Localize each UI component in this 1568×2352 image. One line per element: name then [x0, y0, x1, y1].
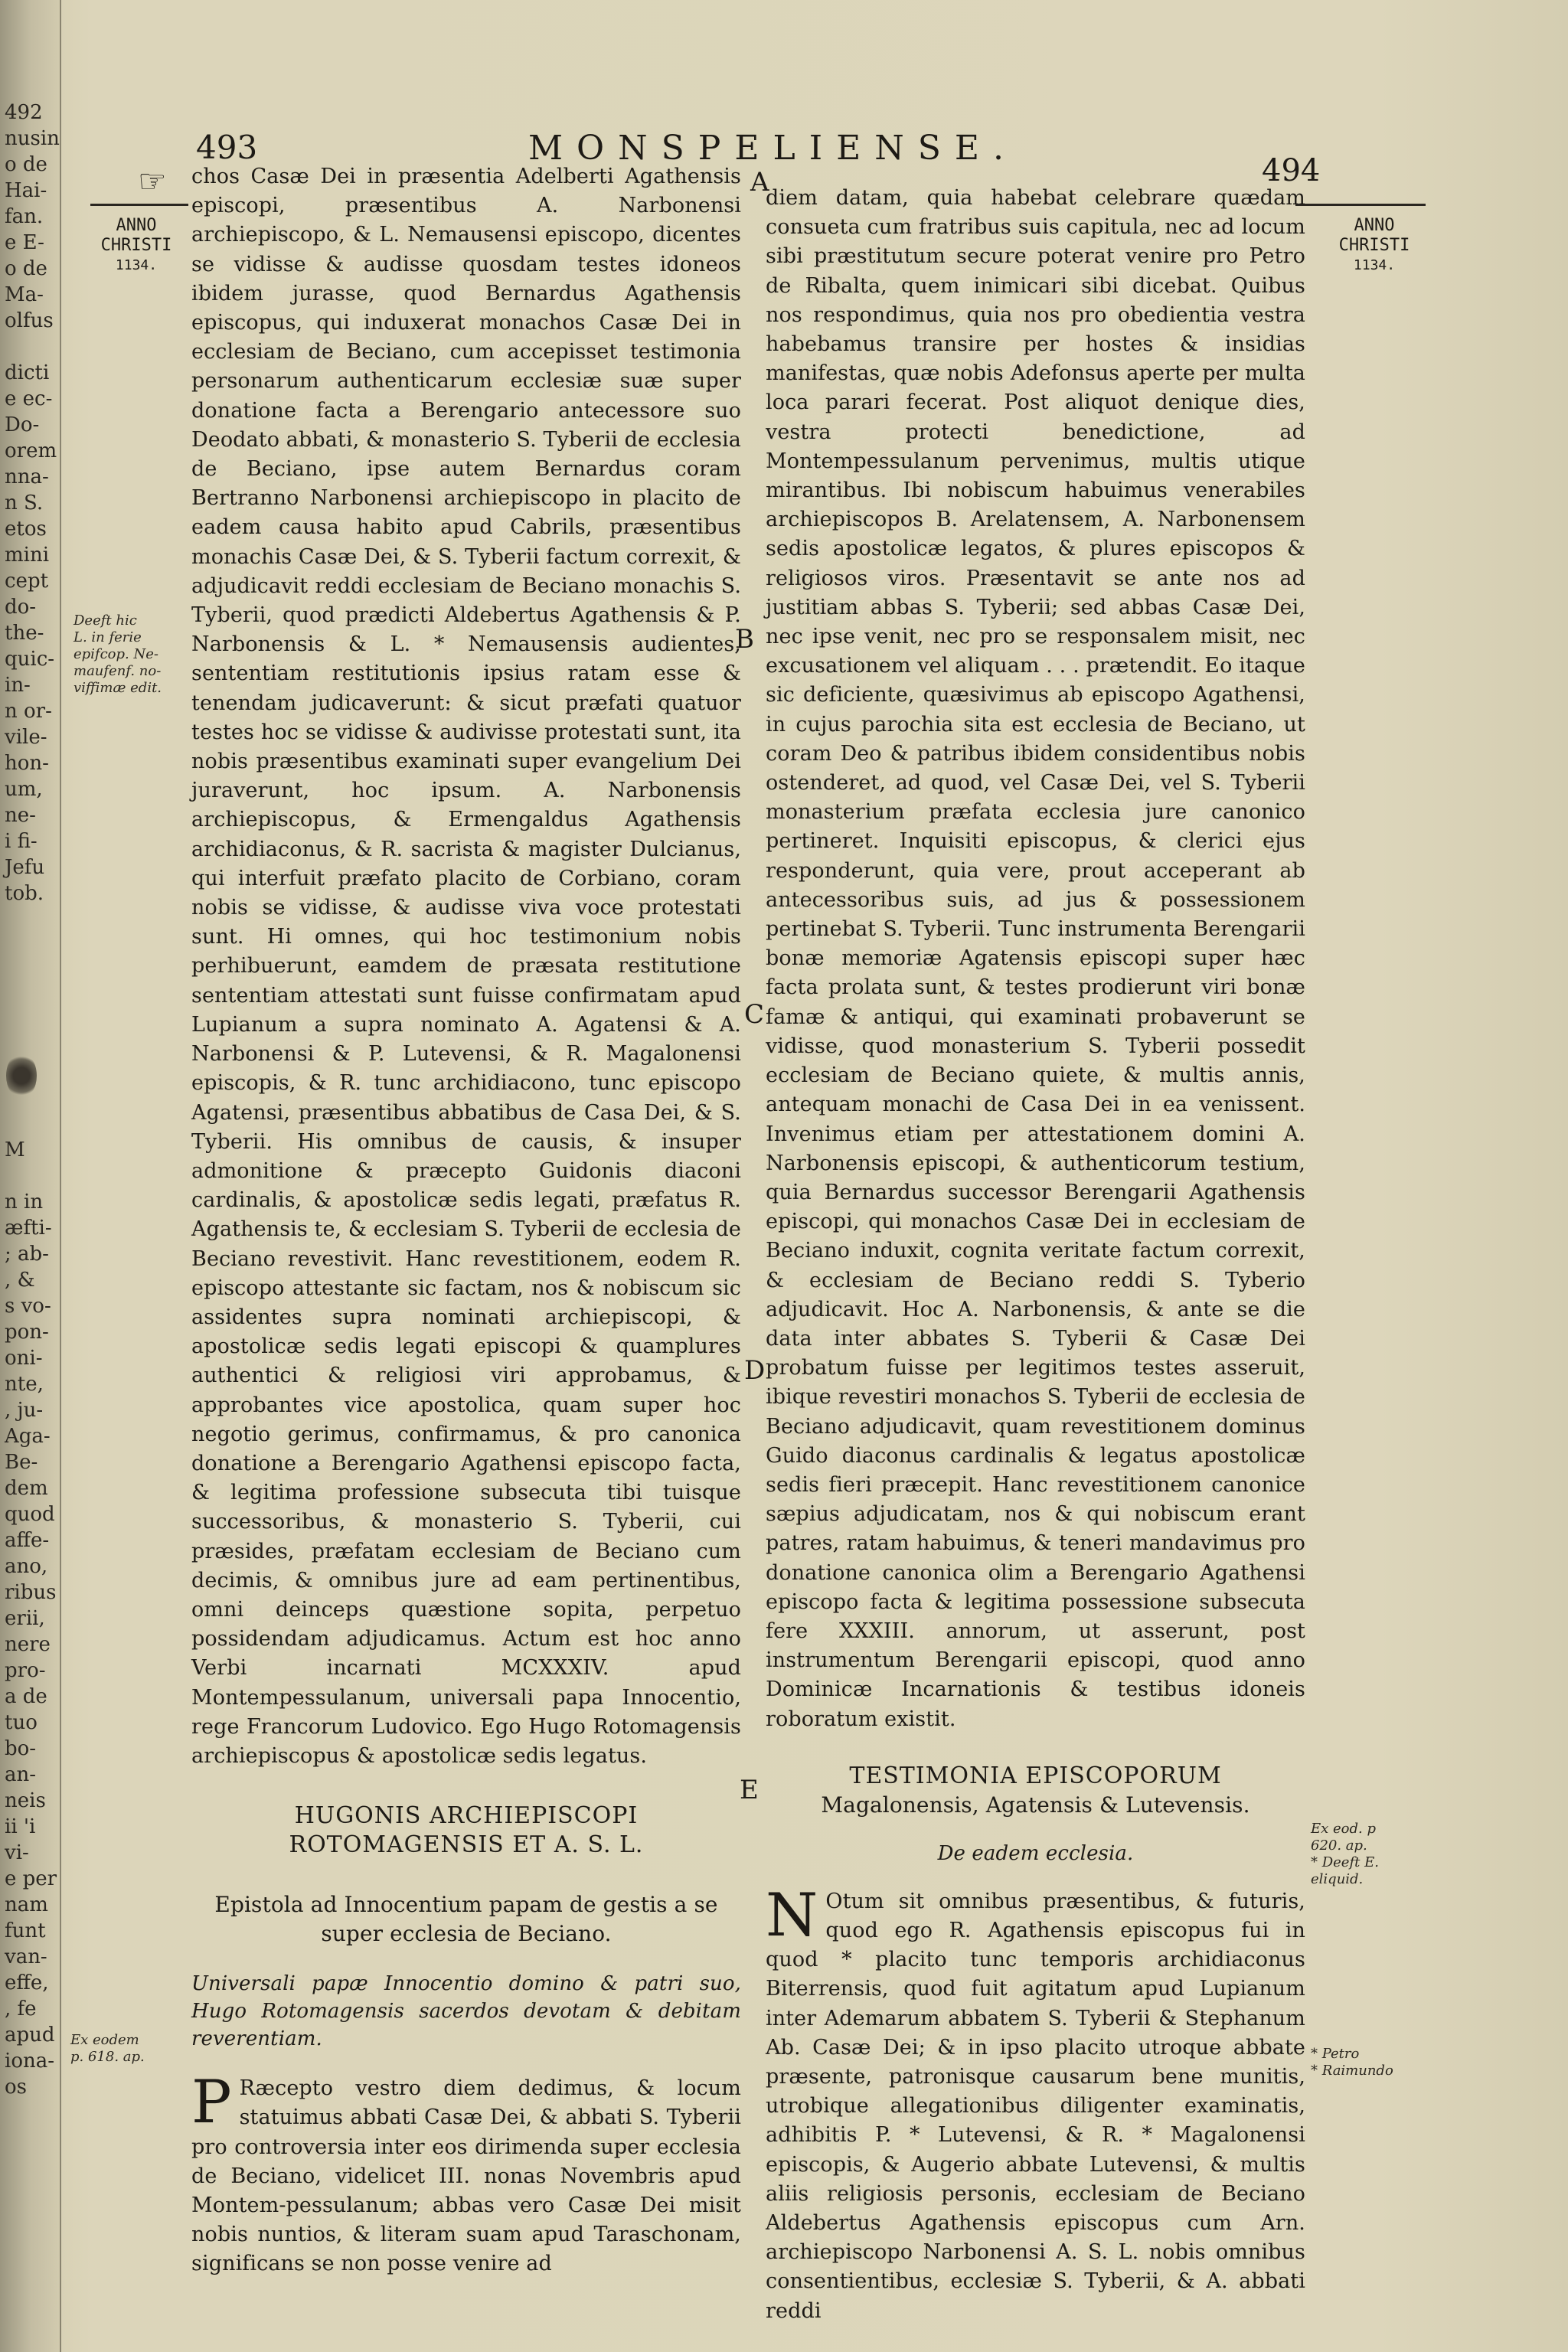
gutter-line: nam — [5, 1893, 48, 1916]
column-letter-c: C — [744, 999, 765, 1030]
gutter-line: ii 'i — [5, 1815, 36, 1838]
page-title: MONSPELIENSE. — [528, 129, 1018, 168]
gutter-line: effe, — [5, 1971, 49, 1994]
gutter-line: dem — [5, 1477, 48, 1500]
gutter-line: fan. — [5, 205, 44, 228]
left-page-number: 493 — [196, 129, 258, 166]
gutter-line: etos — [5, 518, 47, 541]
christi-label: CHRISTI — [1338, 236, 1410, 255]
gutter-line: in- — [5, 674, 31, 697]
right-paragraph-1: diem datam, quia habebat celebrare quædam consueta cum fratribus suis capitula, nec ad locum sibi præstitutum secure poterat venire pro Petro de Ribalta, quem inimicari sibi dicebat. Quibus nos respondimus, quia nos pro obedientia vestra habebamus transire per hostes & insidias manifestas, quæ nobis Adefonsus aperte per multa loca parari fecerat. Post aliquot denique dies, vestra protecti benedictione, ad Montempessulanum pervenimus, multis utique mirantibus. Ibi nobiscum habuimus venerabiles archiepiscopos B. Arelatensem, A. Narbonensem sedis apostolicæ legatos, & plures episcopos & religiosos viros. Præsentavit se ante nos ad justitiam abbas S. Tyberii; sed abbas Casæ Dei, nec ipse venit, nec pro se responsalem misit, nec excusationem vel aliquam . . . prætendit. Eo itaque sic deficiente, quæsivimus ab episcopo Agathensi, in cujus parochia sita est ecclesia de Beciano, ut coram Deo & patribus ibidem considentibus nobis ostenderet, ad quod, vel Casæ Dei, vel S. Tyberii monasterium præfata ecclesia jure canonico pertineret. Inquisiti episcopus, & clerici ejus responderunt, quia vere, prout acceperant ab antecessoribus suis, ad jus & possessionem pertinebat S. Tyberii. Tunc instrumenta Berengarii bonæ memoriæ Agatensis episcopi super hæc facta prolata sunt, & testes prodierunt viri bonæ famæ & antiqui, qui examinati probaverunt se vidisse, quod monasterium S. Tyberii possedit ecclesiam de Beciano quiete, & multis annis, antequam monachi de Casa Dei in ea venissent. Invenimus etiam per attestationem domini A. Narbonensis episcopi, & authenticorum testium, quia Bernardus successor Berengarii Agathensis episcopi, qui monachos Casæ Dei in ecclesiam de Beciano induxit, cognita veritate factum correxit, & ecclesiam de Beciano reddi S. Tyberio adjudicavit. Hoc A. Narbonensis, & ante se die data inter abbates S. Tyberii & Casæ Dei probatum fuisse per legitimos testes asseruit, ibique revestiri monachos S. Tyberii de ecclesia de Beciano adjudicavit, quam revestitionem dominus Guido diaconus cardinalis & legatus apostolicæ sedis fieri præcepit. Hanc revestitionem canonice sæpius adjudicatam, nos & qui nobiscum erant patres, ratam habuimus, & teneri mandavimus pro donatione canonica olim a Berengario Agathensi episcopo facta & legitima possessione subsecuta fere XXXIII. annorum, ut asserunt, post instrumentum Berengarii episcopi, quod anno Dominicæ Incarnationis & testibus idoneis roboratum existit. — [766, 186, 1305, 1731]
christi-label: CHRISTI — [100, 236, 172, 255]
gutter-line: dicti — [5, 361, 50, 384]
column-letter-d: D — [744, 1355, 766, 1386]
note-line: * Petro — [1311, 2046, 1360, 2062]
gutter-line: ano, — [5, 1555, 48, 1578]
left-section-title: HUGONIS ARCHIEPISCOPI ROTOMAGENSIS ET A. S. L. — [289, 1802, 644, 1859]
gutter-line: a de — [5, 1685, 47, 1708]
drop-cap: P — [191, 2068, 232, 2138]
right-paragraph-2 — [766, 1880, 1305, 2326]
gutter-line: quic- — [5, 648, 55, 671]
note-line: viffimæ edit. — [74, 680, 162, 696]
column-letter-a: A — [750, 167, 769, 198]
column-letter-b: B — [735, 624, 754, 655]
gutter-line: bo- — [5, 1737, 37, 1760]
gutter-line: æfti- — [5, 1217, 52, 1240]
left-paragraph-1: chos Casæ Dei in præsentia Adelberti Agathensis episcopi, præsentibus A. Narbonensi archiepiscopo, & L. Nemausensi episcopo, dicentes se vidisse & audisse quosdam testes idoneos ibidem jurasse, quod Bernardus Agathensis episcopus, qui induxerat monachos Casæ Dei in ecclesiam de Beciano, cum accepisset testimonia personarum authenticarum ecclesiæ suæ super donatione facta a Berengario antecessore suo Deodato abbati, & monasterio S. Tyberii de ecclesia de Beciano, ipse autem Bernardus coram Bertranno Narbonensi archiepiscopo in placito de eadem causa habito apud Cabrils, præsentibus monachis Casæ Dei, & S. Tyberii factum correxit, & adjudicavit reddi ecclesiam de Beciano monachis S. Tyberii, quod prædicti Aldebertus Agathensis & P. Narbonensis & L. * Nemausensis audientes, sententiam restitutionis ipsius ratam esse & tenendam judicaverunt: & sicut præfati quatuor testes hoc se vidisse & audivisse protestati sunt, ita nobis præsentibus examinati super evangelium Dei juraverunt, hoc ipsum. A. Narbonensis archiepiscopus, & Ermengaldus Agathensis archidiaconus, & R. sacrista & magister Dulcianus, qui interfuit præfato placito de Corbiano, coram nobis se vidisse, & audisse viva voce protestati sunt. Hi omnes, qui hoc testimonium nobis perhibuerunt, eamdem de præsata restitutione sententiam attestati sunt fuisse confirmatam apud Lupianum a supra nominato A. Agatensi & A. Narbonensi & P. Lutevensi, & R. Magalonensi episcopis, & R. tunc archidiacono, tunc episcopo Agatensi, præsentibus abbatibus de Casa Dei, & S. Tyberii. His omnibus de causis, & insuper admonitione & præcepto Guidonis diaconi cardinalis, & apostolicæ sedis legati, præfatus R. Agathensis te, & ecclesiam S. Tyberii de ecclesia de Beciano revestivit. Hanc revestitionem, eodem R. episcopo attestante sic factam, nos & nobiscum sic assidentes supra nominati archiepiscopi, & apostolicæ sedis legati episcopi & quamplures authentici & religiosi viri approbamus, & approbantes vice apostolica, quam super hoc negotio gerimus, confirmamus, & pro canonica donatione a Berengario Agathensi episcopo facta, & legitima professione subsecuta tibi tuisque successoribus, & monasterio S. Tyberii, cui præsides, præfatam ecclesiam de Beciano cum decimis, & omnibus jure ad eam pertinentibus, omni deinceps quæstione sopita, perpetuo possidendam adjudicamus. Actum est hoc anno Verbi incarnati MCXXXIV. apud Montempessulanum, universali papa Innocentio, rege Francorum Ludovico. Ego Hugo Rotomagensis archiepiscopus & apostolicæ sedis legatus. — [191, 165, 741, 1768]
ornament-icon — [6, 1053, 37, 1099]
gutter-line: Hai- — [5, 179, 47, 202]
left-paragraph-2 — [191, 2068, 741, 2278]
gutter-line: Aga- — [5, 1425, 51, 1448]
gutter-line: the- — [5, 622, 44, 645]
note-line: * Raimundo — [1311, 2063, 1393, 2079]
salutation: Universali papæ Innocentio domino & patri suo, Hugo Rotomagensis sacerdos devotam & debitam reverentiam. — [191, 1972, 741, 2051]
gutter-line: Ma- — [5, 283, 44, 306]
gutter-line: ribus — [5, 1581, 57, 1604]
gutter-line: affe- — [5, 1529, 50, 1552]
left-margin-note-2 — [70, 2032, 185, 2066]
note-line: * Deeft E. — [1311, 1854, 1379, 1870]
gutter-line: tob. — [5, 882, 44, 905]
gutter-line: o de — [5, 153, 47, 176]
gutter-line: olfus — [5, 309, 54, 332]
gutter-line: s vo- — [5, 1295, 51, 1318]
gutter-line: oni- — [5, 1347, 43, 1370]
anno-label: ANNO — [1354, 216, 1395, 235]
note-line: 620. ap. — [1311, 1838, 1367, 1854]
gutter-line: orem — [5, 439, 57, 462]
year-label: 1134. — [1353, 257, 1396, 273]
left-anno-christi — [90, 216, 182, 276]
gutter-line: nte, — [5, 1373, 44, 1396]
note-line: L. in ferie — [74, 629, 142, 645]
gutter-line: pon- — [5, 1321, 49, 1344]
gutter-line: tuo — [5, 1711, 38, 1734]
gutter-line: Do- — [5, 413, 40, 436]
right-margin-note-2 — [1311, 2046, 1426, 2079]
left-margin-rule — [90, 204, 188, 206]
gutter-line: vi- — [5, 1841, 29, 1864]
note-line: Ex eod. p — [1311, 1821, 1376, 1837]
gutter-line: n S. — [5, 492, 44, 514]
gutter-line: 492 — [5, 101, 43, 124]
left-text-column — [191, 162, 741, 2279]
note-line: Ex eodem — [70, 2032, 139, 2048]
left-paragraph-2-text: Ræcepto vestro diem dedimus, & locum statuimus abbati Casæ Dei, & abbati S. Tyberii pro controversia inter eos dirimenda super ecclesia de Beciano, videlicet III. nonas Novembris apud Montem-pessulanum; abbas vero Casæ Dei misit nobis nuntios, & literam suam apud Taraschonam, significans se non posse venire ad — [191, 2076, 741, 2276]
gutter-line: , & — [5, 1269, 35, 1292]
gutter-line: vile- — [5, 726, 47, 749]
note-line: p. 618. ap. — [70, 2049, 145, 2065]
note-line: maufenf. no- — [74, 663, 162, 679]
right-margin-rule — [1295, 204, 1426, 206]
gutter-line: mini — [5, 544, 50, 567]
gutter-line: os — [5, 2076, 27, 2099]
gutter-line: o de — [5, 257, 47, 280]
right-paragraph-2-text: Otum sit omnibus præsentibus, & futuris, quod ego R. Agathensis episcopus fui in quod * placito tunc temporis archidiaconus Biterrensis, quod fuit agitatum apud Lupianum inter Ademarum abbatem S. Tyberii & Stephanum Ab. Casæ Dei; & in ipso placito utroque abbate præsente, patronisque causarum bene munitis, utrobique allegationibus diligenter examinatis, adhibitis P. * Lutevensi, & R. * Magalonensi episcopis, & Augerio abbate Lutevensi, & multis aliis religiosis personis, ecclesiam de Beciano Aldebertus Agathensis episcopus cum Arn. archiepiscopo Narbonensi A. S. L. nobis omnibus consentientibus, ecclesiæ S. Tyberii, & A. abbati reddi — [766, 1889, 1305, 2323]
gutter-line: ne- — [5, 804, 36, 827]
drop-cap: N — [766, 1880, 818, 1950]
gutter-line: n in — [5, 1191, 44, 1214]
gutter-line: do- — [5, 596, 37, 619]
gutter-line: Be- — [5, 1451, 38, 1474]
anno-label: ANNO — [116, 216, 157, 235]
gutter-line: i fi- — [5, 830, 38, 853]
right-margin-note-1 — [1311, 1821, 1426, 1888]
gutter-line: e E- — [5, 231, 44, 254]
right-anno-christi — [1325, 216, 1424, 276]
right-page-number: 494 — [1262, 153, 1321, 188]
gutter-line: apud — [5, 2024, 55, 2047]
gutter-line: cept — [5, 570, 49, 593]
gutter-line: , fe — [5, 1998, 37, 2020]
gutter-line: erii, — [5, 1607, 45, 1630]
gutter-line: quod — [5, 1503, 55, 1526]
note-line: eliquid. — [1311, 1871, 1364, 1887]
gutter-line: pro- — [5, 1659, 46, 1682]
gutter-line: funt — [5, 1919, 46, 1942]
gutter-line: van- — [5, 1945, 47, 1968]
gutter-line: nusin — [5, 127, 60, 150]
previous-page-gutter — [0, 0, 61, 2352]
gutter-line: nna- — [5, 466, 49, 488]
gutter-line: neis — [5, 1789, 46, 1812]
gutter-line: e ec- — [5, 387, 53, 410]
gutter-line: nere — [5, 1633, 51, 1656]
column-letter-e: E — [740, 1775, 759, 1805]
gutter-line: um, — [5, 778, 43, 801]
left-section-subtitle: Epistola ad Innocentium papam de gestis a se super ecclesia de Beciano. — [214, 1892, 718, 1947]
note-line: epifcop. Ne- — [74, 646, 158, 662]
gutter-line: Jefu — [5, 856, 45, 879]
note-line: Deeft hic — [74, 612, 137, 629]
gutter-line: n or- — [5, 700, 52, 723]
left-margin-note-1 — [74, 612, 188, 697]
gutter-line: ; ab- — [5, 1243, 49, 1266]
right-text-column — [766, 184, 1305, 2326]
year-label: 1134. — [115, 257, 158, 273]
gutter-line: e per — [5, 1867, 57, 1890]
gutter-line: , ju- — [5, 1399, 44, 1422]
right-section-italic: De eadem ecclesia. — [937, 1841, 1134, 1865]
gutter-line: an- — [5, 1763, 37, 1786]
right-section-subtitle: Magalonensis, Agatensis & Lutevensis. — [821, 1792, 1250, 1818]
gutter-line: hon- — [5, 752, 49, 775]
right-section-title: TESTIMONIA EPISCOPORUM — [849, 1762, 1222, 1789]
gutter-line: iona- — [5, 2050, 54, 2073]
pointing-hand-icon: ☞ — [138, 162, 167, 200]
gutter-line: M — [5, 1138, 25, 1161]
